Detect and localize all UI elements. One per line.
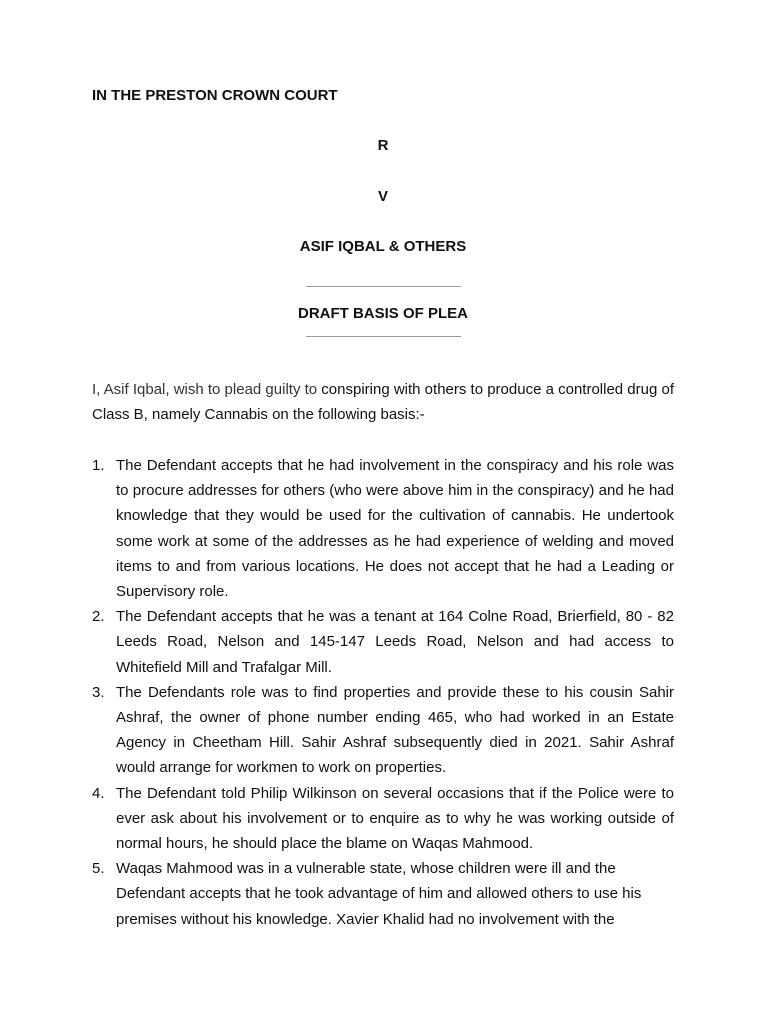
- court-heading: IN THE PRESTON CROWN COURT: [92, 87, 338, 104]
- list-item: [92, 680, 674, 781]
- basis-list: [92, 453, 674, 932]
- list-item-number: 5.: [92, 860, 105, 878]
- r-heading: R: [377, 137, 389, 154]
- list-item-text: The Defendant accepts that he had involvement in the conspiracy and his role was to procure addresses for others (who were above him in the conspiracy) and he had knowledge that they would be used for the cultivation of cannabis. He undertook some work at some of the addresses as he had experience of welding and moved items to and from various locations. He does not accept that he had a Leading or Supervisory role.: [116, 457, 674, 601]
- intro-offence: conspiring with others to produce a controlled drug of Class B, namely Cannabis on the following basis:-: [92, 381, 675, 423]
- title-rule-bottom: [306, 336, 461, 337]
- list-item: [92, 604, 674, 680]
- v-heading: V: [377, 188, 388, 205]
- list-item-text: The Defendant told Philip Wilkinson on several occasions that if the Police were to ever ask about his involvement or to enquire as to why he was working outside of normal hours, he should place the blame on Waqas Mahmood.: [116, 784, 674, 853]
- title-rule-top: [306, 286, 461, 287]
- list-item: [92, 781, 674, 857]
- list-item-number: 2.: [92, 608, 105, 626]
- parties-heading: ASIF IQBAL & OTHERS: [299, 238, 467, 255]
- list-item-number: 4.: [92, 784, 105, 802]
- intro-lead: I, Asif Iqbal, wish to plead guilty to: [92, 381, 318, 398]
- list-item: [92, 856, 674, 932]
- list-item-text: The Defendant accepts that he was a tenant at 164 Colne Road, Brierfield, 80 - 82 Leeds Road, Nelson and 145-147 Leeds Road, Nelson and had access to Whitefield Mill and Trafalgar Mill.: [116, 608, 674, 676]
- list-item-number: 1.: [92, 457, 105, 474]
- list-item-number: 3.: [92, 683, 105, 701]
- list-item: [92, 453, 674, 604]
- list-item-text: Waqas Mahmood was in a vulnerable state, whose children were ill and the Defendant accepts that he took advantage of him and allowed others to use his premises without his knowledge. Xavier Khalid had no involvement with the: [116, 860, 642, 928]
- doc-title: DRAFT BASIS OF PLEA: [297, 305, 468, 322]
- list-item-text: The Defendants role was to find properties and provide these to his cousin Sahir Ashraf, the owner of phone number ending 465, who had worked in an Estate Agency in Cheetham Hill. Sahir Ashraf subsequently died in 2021. Sahir Ashraf would arrange for workmen to work on properties.: [116, 683, 674, 777]
- intro-paragraph: [92, 377, 674, 427]
